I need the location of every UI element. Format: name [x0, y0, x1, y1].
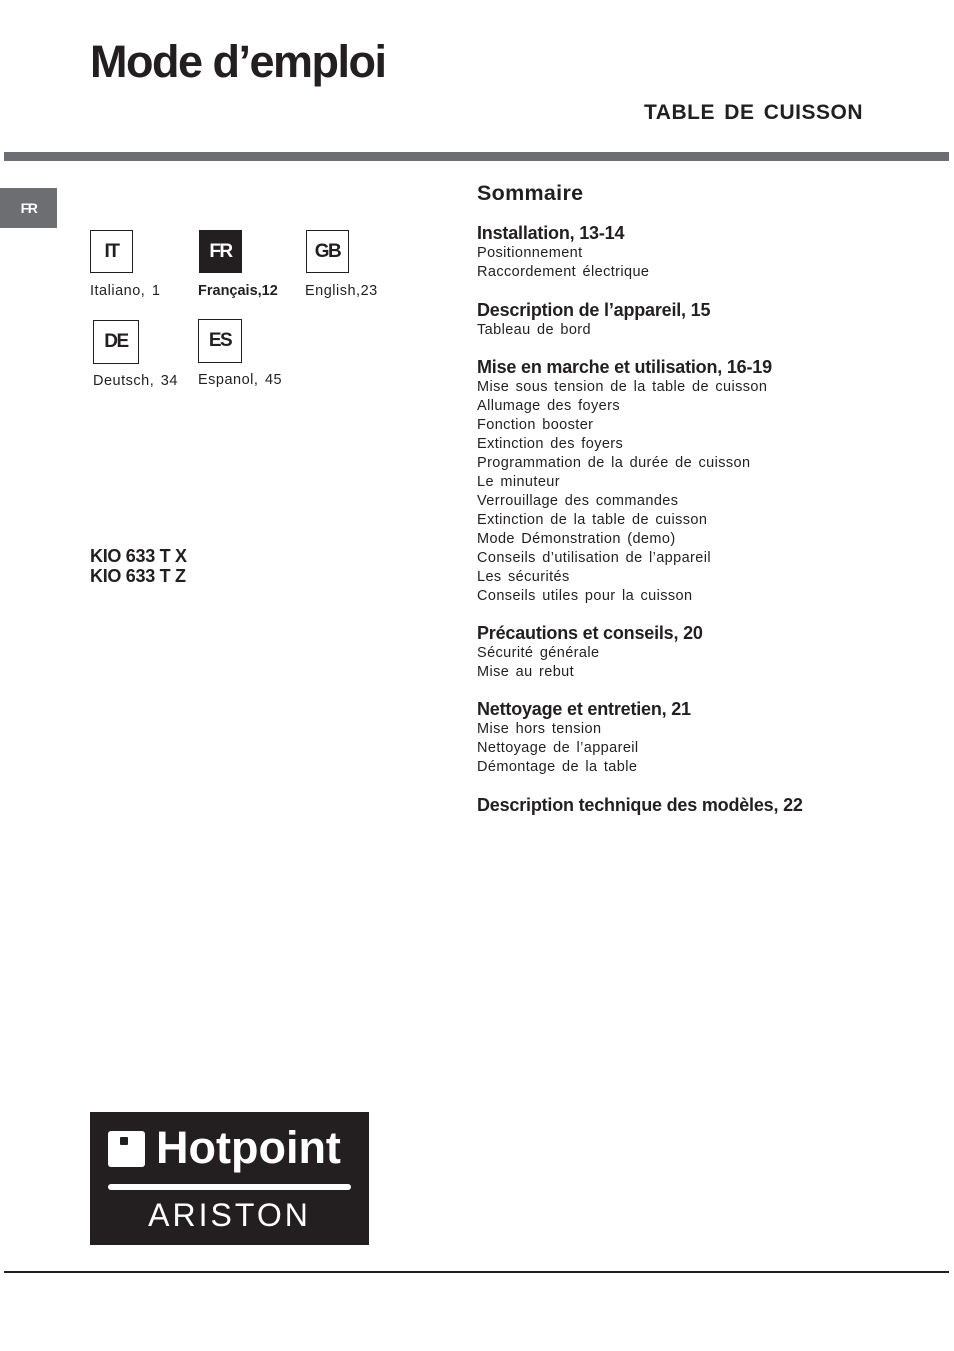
- lang-label-gb[interactable]: English,23: [305, 283, 378, 299]
- model-name: KIO 633 T X: [90, 546, 187, 566]
- lang-box-es[interactable]: ES: [198, 319, 242, 363]
- lang-box-fr[interactable]: FR: [199, 230, 242, 273]
- top-divider: [4, 152, 949, 161]
- toc-title: Sommaire: [477, 181, 584, 205]
- lang-label-es[interactable]: Espanol, 45: [198, 372, 283, 388]
- toc-heading[interactable]: Nettoyage et entretien, 21: [477, 699, 691, 719]
- lang-box-de[interactable]: DE: [93, 320, 139, 364]
- toc-item[interactable]: Fonction booster: [477, 417, 594, 433]
- toc-heading[interactable]: Précautions et conseils, 20: [477, 623, 703, 643]
- bottom-divider: [4, 1271, 949, 1273]
- lang-label-it[interactable]: Italiano, 1: [90, 283, 161, 299]
- toc-section-description: [477, 300, 710, 340]
- logo-brand-bottom: ARISTON: [148, 1197, 311, 1233]
- lang-box-it[interactable]: IT: [90, 230, 133, 273]
- logo-square-icon: [108, 1131, 145, 1167]
- toc-item[interactable]: Positionnement: [477, 245, 583, 261]
- toc-item[interactable]: Tableau de bord: [477, 322, 591, 338]
- toc-section-technique: [477, 795, 803, 816]
- toc-section-mise-en-marche: [477, 357, 772, 606]
- toc-item[interactable]: Le minuteur: [477, 474, 560, 490]
- toc-heading[interactable]: Installation, 13-14: [477, 223, 625, 243]
- toc-item[interactable]: Extinction des foyers: [477, 436, 624, 452]
- toc-section-installation: [477, 223, 649, 282]
- lang-box-gb[interactable]: GB: [306, 230, 349, 273]
- toc-item[interactable]: Mise au rebut: [477, 664, 575, 680]
- toc-item[interactable]: Les sécurités: [477, 569, 570, 585]
- toc-item[interactable]: Extinction de la table de cuisson: [477, 512, 708, 528]
- language-side-tab: FR: [0, 188, 57, 228]
- model-name: KIO 633 T Z: [90, 566, 186, 586]
- toc-item[interactable]: Programmation de la durée de cuisson: [477, 455, 751, 471]
- lang-label-de[interactable]: Deutsch, 34: [93, 373, 178, 389]
- logo-divider: [108, 1184, 351, 1190]
- brand-logo: [90, 1112, 369, 1245]
- logo-brand-top: Hotpoint: [156, 1122, 341, 1173]
- page-title: Mode d’emploi: [90, 36, 386, 87]
- toc-heading[interactable]: Description technique des modèles, 22: [477, 795, 803, 815]
- toc-item[interactable]: Raccordement électrique: [477, 264, 650, 280]
- toc-section-precautions: [477, 623, 703, 682]
- model-list: [90, 546, 187, 586]
- toc-section-nettoyage: [477, 699, 691, 777]
- toc-item[interactable]: Mode Démonstration (demo): [477, 531, 676, 547]
- toc-item[interactable]: Nettoyage de l’appareil: [477, 740, 639, 756]
- toc-item[interactable]: Conseils utiles pour la cuisson: [477, 588, 693, 604]
- toc-item[interactable]: Mise sous tension de la table de cuisson: [477, 379, 768, 395]
- toc-heading[interactable]: Mise en marche et utilisation, 16-19: [477, 357, 772, 377]
- toc-item[interactable]: Sécurité générale: [477, 645, 600, 661]
- toc-item[interactable]: Allumage des foyers: [477, 398, 620, 414]
- lang-label-fr[interactable]: Français,12: [198, 283, 278, 299]
- toc-heading[interactable]: Description de l’appareil, 15: [477, 300, 711, 320]
- toc-item[interactable]: Conseils d’utilisation de l’appareil: [477, 550, 711, 566]
- document-subtitle: TABLE DE CUISSON: [644, 101, 863, 124]
- toc-item[interactable]: Verrouillage des commandes: [477, 493, 679, 509]
- toc-item[interactable]: Mise hors tension: [477, 721, 602, 737]
- toc-item[interactable]: Démontage de la table: [477, 759, 638, 775]
